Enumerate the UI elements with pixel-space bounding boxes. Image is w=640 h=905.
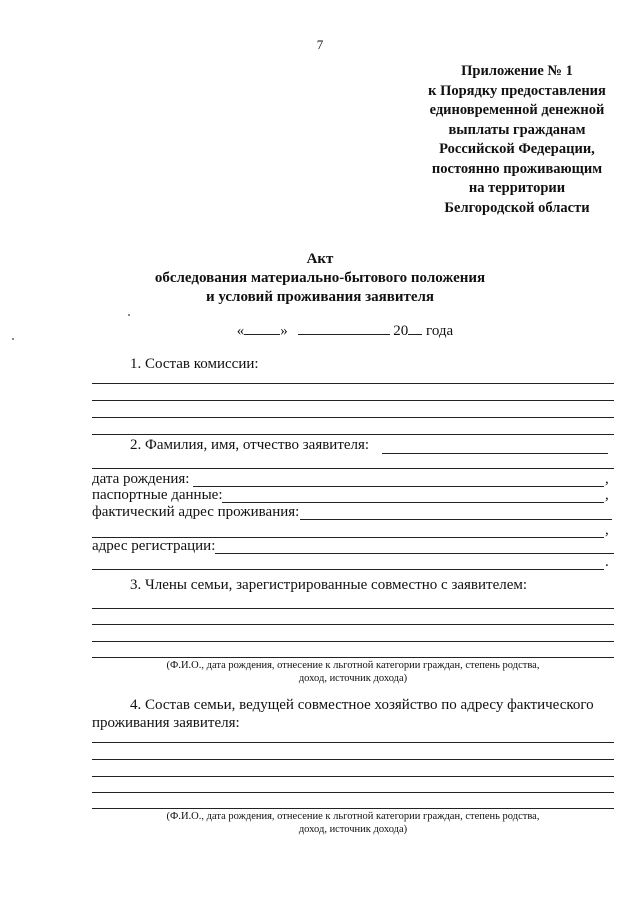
fill-line[interactable]: [92, 417, 614, 418]
period: .: [605, 554, 609, 570]
actual-address-field[interactable]: [300, 519, 612, 520]
section4-note: [92, 810, 614, 836]
scan-speck: [12, 338, 14, 340]
page-number: 7: [316, 37, 324, 52]
close-quote: »: [280, 323, 288, 339]
fill-line[interactable]: [92, 808, 614, 809]
fill-line[interactable]: [92, 641, 614, 642]
fill-line[interactable]: [92, 383, 614, 384]
day-blank[interactable]: [244, 320, 280, 335]
comma: ,: [605, 522, 609, 538]
section3-note: [92, 659, 614, 685]
year-prefix: 20: [393, 323, 409, 339]
note-line: (Ф.И.О., дата рождения, отнесение к льготной категории граждан, степень родства,: [166, 811, 540, 822]
scan-speck: [128, 314, 130, 316]
appendix-header: [392, 62, 640, 218]
registration-address-field[interactable]: [215, 553, 614, 554]
fill-line[interactable]: [92, 569, 604, 570]
year-blank[interactable]: [408, 320, 422, 335]
appendix-line: к Порядку предоставления: [428, 82, 606, 99]
title-line: Акт: [306, 251, 334, 267]
passport-field[interactable]: [222, 502, 604, 503]
section4-label-cont: проживания заявителя:: [92, 715, 240, 731]
fill-line[interactable]: [92, 624, 614, 625]
section4-label: 4. Состав семьи, ведущей совместное хозяйство по адресу фактического: [130, 697, 594, 713]
appendix-line: выплаты гражданам: [448, 121, 586, 138]
applicant-name-field[interactable]: [382, 453, 608, 454]
title-line: обследования материально-бытового положения: [154, 270, 486, 286]
actual-address-label: фактический адрес проживания:: [92, 504, 300, 520]
fill-line[interactable]: [92, 742, 614, 743]
open-quote: «: [236, 323, 245, 339]
section3-label: 3. Члены семьи, зарегистрированные совместно с заявителем:: [130, 577, 528, 593]
fill-line[interactable]: [92, 608, 614, 609]
passport-label: паспортные данные:: [92, 487, 223, 503]
appendix-line: постоянно проживающим: [431, 160, 603, 177]
section1-label: 1. Состав комиссии:: [130, 356, 259, 372]
fill-line[interactable]: [92, 776, 614, 777]
note-line: (Ф.И.О., дата рождения, отнесение к льготной категории граждан, степень родства,: [166, 660, 540, 671]
appendix-line: Приложение № 1: [461, 63, 573, 79]
note-line: доход, источник дохода): [298, 824, 408, 835]
fill-line[interactable]: [92, 792, 614, 793]
appendix-line: Белгородской области: [444, 199, 590, 216]
year-suffix: года: [426, 323, 454, 339]
fill-line[interactable]: [92, 434, 614, 435]
month-blank[interactable]: [298, 320, 390, 335]
date-field: [0, 320, 640, 340]
birth-date-field[interactable]: [193, 486, 604, 487]
fill-line[interactable]: [92, 657, 614, 658]
appendix-line: Российской Федерации,: [439, 141, 595, 157]
fill-line[interactable]: [92, 759, 614, 760]
appendix-line: единовременной денежной: [429, 102, 605, 118]
section2-label: 2. Фамилия, имя, отчество заявителя:: [130, 437, 370, 453]
comma: ,: [605, 471, 609, 487]
birth-date-label: дата рождения:: [92, 471, 190, 487]
fill-line[interactable]: [92, 468, 614, 469]
title-line: и условий проживания заявителя: [205, 289, 435, 305]
document-title: [0, 250, 640, 307]
comma: ,: [605, 487, 609, 503]
fill-line[interactable]: [92, 400, 614, 401]
appendix-line: на территории: [468, 180, 566, 196]
note-line: доход, источник дохода): [298, 673, 408, 684]
registration-address-label: адрес регистрации:: [92, 538, 216, 554]
